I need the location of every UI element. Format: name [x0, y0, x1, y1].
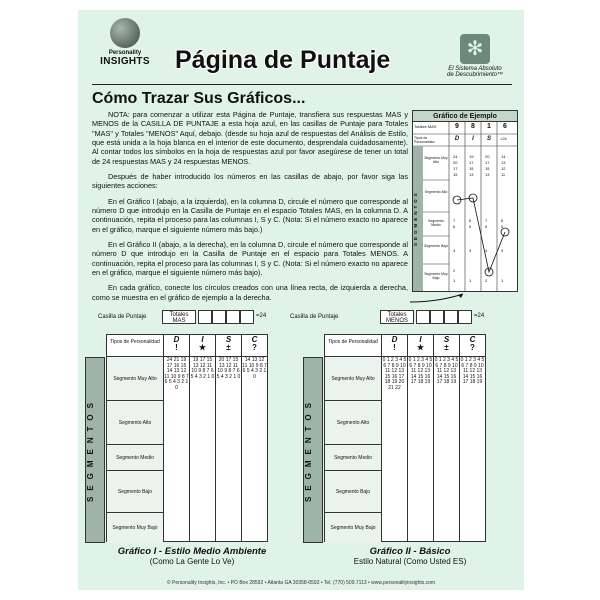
chart-2-letters	[381, 335, 485, 357]
plus-minus-icon: ±	[226, 343, 231, 352]
chart-2	[290, 310, 510, 566]
chart-2-col-s	[433, 335, 459, 356]
svg-text:24: 24	[453, 154, 458, 159]
chart-2-caption	[290, 546, 524, 566]
svg-text:17: 17	[469, 160, 474, 165]
chart-1-seg-muy-alto: Segmento Muy Alto	[107, 357, 163, 401]
chart-2-col-d	[381, 335, 407, 356]
chart-1-casilla-label: Casilla de Puntaje	[98, 314, 147, 320]
page-title: Página de Puntaje	[175, 46, 391, 74]
chart-1-numbers-i[interactable]: 19 17 15 13 12 11 10 9 8 7 6 5 4 3 2 1 0	[189, 357, 215, 541]
chart-2-numbers-i[interactable]: 0 1 2 3 4 5 6 7 8 9 10 11 12 13 14 15 16 17 18 19	[407, 357, 433, 541]
svg-text:1: 1	[453, 278, 456, 283]
chart-1-col-s	[215, 335, 241, 356]
svg-text:4: 4	[453, 248, 456, 253]
sample-value-i: 8	[471, 123, 475, 130]
plus-minus-icon: ±	[444, 343, 449, 352]
chart-1-letter-c: C	[251, 335, 258, 344]
logo-line2: INSIGHTS	[100, 56, 150, 67]
svg-text:15: 15	[469, 166, 474, 171]
chart-2-caption-title: Gráfico II - Básico	[369, 546, 451, 557]
svg-text:7: 7	[453, 218, 456, 223]
chart-1-head	[82, 310, 292, 334]
chart-2-numbers-s[interactable]: 0 1 2 3 4 5 6 7 8 9 10 11 12 13 14 15 16 17 18 19	[433, 357, 459, 541]
logo-line1: Personality	[108, 50, 142, 56]
sample-letter-d: D	[454, 136, 460, 142]
svg-text:3: 3	[469, 248, 472, 253]
chart-2-seg-bajo: Segmento Bajo	[325, 471, 381, 513]
sample-value-d: 9	[455, 123, 459, 130]
chart-2-seg-muy-bajo: Segmento Muy Bajo	[325, 513, 381, 543]
chart-1-letter-s: S	[225, 335, 232, 344]
chart-2-segword: SEGMENTOS	[304, 397, 313, 503]
svg-text:2: 2	[453, 268, 456, 273]
chart-2-caption-sub: Estilo Natural (Como Usted ES)	[353, 557, 467, 566]
paragraph-note: NOTA: para comenzar a utilizar esta Página de Puntaje, transfiera sus respuestas MAS y MENOS de la CASILLA DE PUNTAJE a esta hoja azul, en las casillas de Puntaje para Totales "MAS" y Totales "MENOS" Aquí, debajo. (desde su hoja azul de respuestas del Análisis de Estilo, que está unida a la hoja blanca en el interior de este documento, desprendala cuidadosamente). Al contar todos los símbolos en la hoja de respuestas azul por favor asegúrese de tener un total de 24 respuestas MAS y 24 respuestas MENOS.	[92, 110, 408, 166]
chart-1-caption	[78, 546, 312, 566]
exclamation-icon: !	[175, 343, 178, 352]
paragraph-connect: En cada gráfico, conecte los círculos creados con una línea recta, de izquierda a derecha, como se muestra en el gráfico de ejemplo a la derecha.	[92, 283, 408, 302]
footer: © Personality Insights, Inc. • PO Box 28592 • Atlanta GA 30358-0592 • Tel. (770) 509.7113 • www.personalityinsights.com	[166, 580, 436, 586]
chart-1-score-s[interactable]	[226, 310, 240, 324]
chart-1-table	[86, 334, 268, 542]
svg-text:4: 4	[485, 248, 488, 253]
chart-1-letters	[163, 335, 267, 357]
chart-1-eq: =24	[256, 313, 267, 319]
exclamation-icon: !	[393, 343, 396, 352]
curved-arrow-icon	[408, 292, 468, 304]
sample-value-c: 6	[503, 123, 507, 130]
chart-1-number-columns	[163, 357, 267, 541]
chart-2-seg-muy-alto: Segmento Muy Alto	[325, 357, 381, 401]
chart-1-numbers-s[interactable]: 20 17 15 13 12 11 10 9 8 7 6 5 4 3 2 1 0	[215, 357, 241, 541]
chart-2-types-label: Tipos de Personalidad	[325, 335, 381, 357]
brand-text-line1: El Sistema Absoluto	[448, 66, 502, 72]
sample-letters	[449, 136, 497, 142]
chart-2-letter-d: D	[391, 335, 398, 344]
chart-2-col-c	[459, 335, 485, 356]
chart-2-numbers-c[interactable]: 0 1 2 3 4 5 6 7 8 9 10 11 12 13 14 15 16 17 18 19	[459, 357, 485, 541]
chart-1-caption-sub: (Como La Gente Lo Ve)	[149, 557, 235, 566]
svg-text:6: 6	[469, 218, 472, 223]
chart-1-seg-medio: Segmento Medio	[107, 445, 163, 471]
svg-text:17: 17	[485, 160, 490, 165]
chart-1-score-d[interactable]	[198, 310, 212, 324]
svg-text:15: 15	[485, 166, 490, 171]
brand-block	[434, 34, 516, 78]
chart-2-head	[290, 310, 510, 334]
svg-text:13: 13	[485, 172, 490, 177]
chart-1-seg-bajo: Segmento Bajo	[107, 471, 163, 513]
sample-value-s: 1	[487, 123, 491, 130]
globe-icon	[110, 18, 140, 48]
sample-letter-i: I	[472, 136, 474, 142]
svg-text:11: 11	[501, 172, 506, 177]
sample-chart-body	[413, 122, 517, 291]
paragraph-chart2: En el Gráfico II (abajo, a la derecha), en la columna D, circule el número que corresponde al número D que introdujo en la Casilla de Puntaje en el espacio para Totales MENOS. A continuación, repita el proceso para las columnas I, S y C. (Nota: Si el número exacto no aparece en el gráfico, marque el siguiente número más bajo).	[92, 239, 408, 277]
svg-text:5: 5	[501, 224, 504, 229]
sample-chart-grid	[413, 122, 517, 291]
paragraph-after: Después de haber introducido los números en las casillas de abajo, por favor siga las siguientes acciones:	[92, 171, 408, 191]
star-icon: ★	[416, 343, 425, 352]
question-icon: ?	[470, 343, 475, 352]
sample-chart	[412, 110, 518, 292]
sample-chart-title: Gráfico de Ejemplo	[413, 111, 517, 122]
svg-text:20: 20	[485, 154, 490, 159]
instructions-text	[92, 110, 408, 308]
header-divider	[92, 84, 512, 85]
sample-seg-alto: Segmento Alto	[424, 190, 448, 194]
section-subtitle: Cómo Trazar Sus Gráficos...	[92, 90, 306, 107]
svg-text:15: 15	[453, 172, 458, 177]
svg-text:6: 6	[501, 218, 504, 223]
svg-text:6: 6	[453, 224, 456, 229]
sample-letter-s: S	[486, 136, 491, 142]
sample-seg-muy-bajo: Segmento Muy Bajo	[424, 272, 448, 280]
chart-1-totals-label: Totales MAS	[162, 310, 196, 324]
svg-text:1: 1	[469, 278, 472, 283]
chart-2-seg-alto: Segmento Alto	[325, 401, 381, 445]
chart-1-caption-title: Gráfico I - Estilo Medio Ambiente	[117, 546, 267, 557]
chart-1-col-c	[241, 335, 267, 356]
chart-2-letter-c: C	[469, 335, 476, 344]
personality-insights-logo	[86, 18, 164, 67]
svg-text:2: 2	[485, 278, 488, 283]
chart-2-seg-medio: Segmento Medio	[325, 445, 381, 471]
chart-2-casilla-label: Casilla de Puntaje	[290, 314, 339, 320]
svg-text:20: 20	[453, 160, 458, 165]
chart-2-score-d[interactable]	[416, 310, 430, 324]
chart-1-numbers-d[interactable]: 24 21 19 17 16 15 14 13 12 11 10 9 8 7 6 5 4 3 2 1 0	[163, 357, 189, 541]
svg-text:19: 19	[469, 154, 474, 159]
chart-1-score-c[interactable]	[240, 310, 254, 324]
chart-1-numbers-c[interactable]: 14 13 12 11 10 9 8 7 6 5 4 3 2 1 0	[241, 357, 267, 541]
chart-2-score-s[interactable]	[444, 310, 458, 324]
svg-text:14: 14	[501, 154, 506, 159]
chart-1-score-cells	[198, 310, 254, 324]
star-icon: ★	[198, 343, 207, 352]
chart-1-col-i	[189, 335, 215, 356]
svg-text:13: 13	[469, 172, 474, 177]
question-icon: ?	[252, 343, 257, 352]
chart-1	[82, 310, 292, 566]
svg-text:6: 6	[485, 224, 488, 229]
chart-2-totals-label: Totales MENOS	[380, 310, 414, 324]
chart-2-number-columns	[381, 357, 485, 541]
svg-text:13: 13	[501, 160, 506, 165]
svg-text:3: 3	[501, 248, 504, 253]
brand-text-line2: de Descubrimiento™	[446, 72, 504, 78]
chart-2-score-c[interactable]	[458, 310, 472, 324]
chart-2-score-cells	[416, 310, 472, 324]
sample-eq: =24	[500, 136, 507, 141]
chart-1-segword: SEGMENTOS	[86, 397, 95, 503]
chart-1-col-d	[163, 335, 189, 356]
chart-2-letter-s: S	[443, 335, 450, 344]
sample-seg-bajo: Segmento Bajo	[424, 244, 448, 248]
svg-text:12: 12	[501, 166, 506, 171]
svg-text:1: 1	[501, 278, 504, 283]
chart-1-letter-d: D	[173, 335, 180, 344]
sample-values	[449, 123, 517, 130]
svg-text:17: 17	[453, 166, 458, 171]
svg-text:5: 5	[469, 224, 472, 229]
scoring-page	[78, 10, 524, 590]
sample-seg-medio: Segmento Medio	[428, 219, 444, 227]
paragraph-chart1: En el Gráfico I (abajo, a la izquierda), en la columna D, circule el número que corresponde al número D que introdujo en la Casilla de Puntaje en el espacio Totales MAS, en la columna D. A continuación, repita el proceso para las columnas I, S y C. (Nota: Si el número exacto no aparece en el gráfico, marque el siguiente número más bajo.)	[92, 196, 408, 234]
sample-seg-muy-alto: Segmento Muy Alto	[424, 156, 448, 164]
chart-1-seg-muy-bajo: Segmento Muy Bajo	[107, 513, 163, 543]
sample-types-label: Tipos de Personalidad	[414, 136, 435, 144]
sample-segword: SEGMENTOS	[413, 190, 418, 247]
chart-2-numbers-d[interactable]: 0 1 2 3 4 5 6 7 8 9 10 11 12 13 15 16 17 18 19 20 21 22	[381, 357, 407, 541]
sample-totals-label: Totales MAS	[414, 124, 437, 129]
chart-1-letter-i: I	[201, 335, 204, 344]
chart-2-table	[304, 334, 486, 542]
chart-1-score-i[interactable]	[212, 310, 226, 324]
chart-2-letter-i: I	[419, 335, 422, 344]
svg-text:7: 7	[485, 218, 488, 223]
brand-mark-icon: ✻	[460, 34, 490, 64]
chart-2-score-i[interactable]	[430, 310, 444, 324]
chart-2-col-i	[407, 335, 433, 356]
chart-1-types-label: Tipos de Personalidad	[107, 335, 163, 357]
chart-2-eq: =24	[474, 313, 485, 319]
chart-1-seg-alto: Segmento Alto	[107, 401, 163, 445]
